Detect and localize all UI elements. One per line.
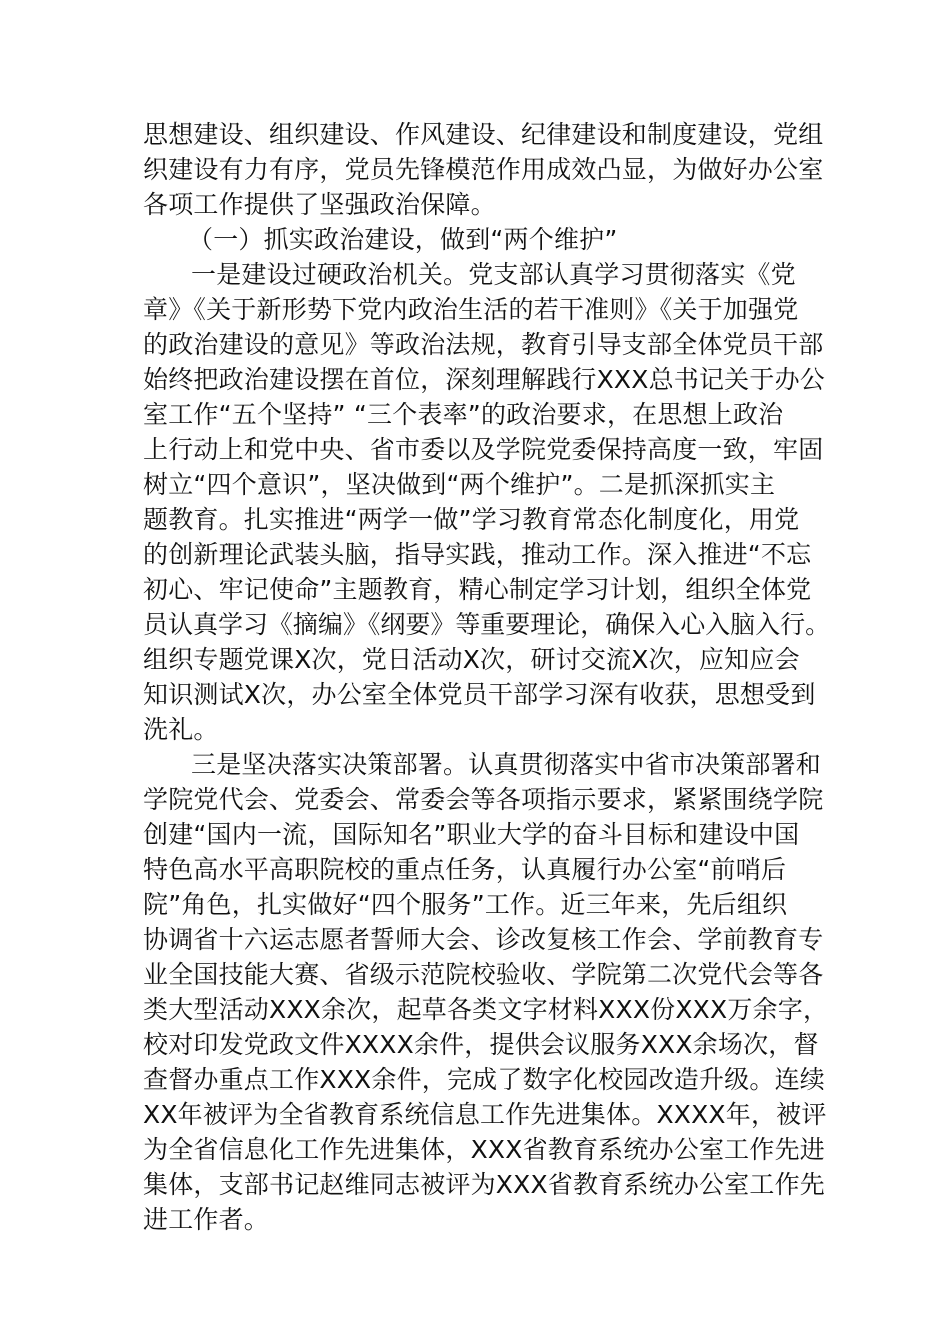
text-line: 查督办重点工作XXX余件，完成了数字化校园改造升级。连续 bbox=[143, 1065, 825, 1094]
text-line: 特色高水平高职院校的重点任务，认真履行办公室“前哨后 bbox=[143, 855, 787, 884]
text-line: 为全省信息化工作先进集体，XXX省教育系统办公室工作先进 bbox=[143, 1135, 825, 1164]
text-line: 织建设有力有序，党员先锋模范作用成效凸显，为做好办公室 bbox=[143, 155, 824, 184]
text-line: 类大型活动XXX余次，起草各类文字材料XXX份XXX万余字， bbox=[143, 995, 829, 1024]
text-line: 进工作者。 bbox=[143, 1205, 270, 1234]
text-line: 洗礼。 bbox=[143, 715, 219, 744]
section-heading: （一）抓实政治建设，做到“两个维护” bbox=[188, 225, 618, 254]
text-line: 集体，支部书记赵维同志被评为XXX省教育系统办公室工作先 bbox=[143, 1170, 825, 1199]
text-line: 上行动上和党中央、省市委以及学院党委保持高度一致，牢固 bbox=[143, 435, 824, 464]
text-line: 院”角色，扎实做好“四个服务”工作。近三年来，先后组织 bbox=[143, 890, 788, 919]
text-line: 始终把政治建设摆在首位，深刻理解践行XXX总书记关于办公 bbox=[143, 365, 825, 394]
text-line: 组织专题党课X次，党日活动X次，研讨交流X次，应知应会 bbox=[143, 645, 800, 674]
text-line: 协调省十六运志愿者誓师大会、诊改复核工作会、学前教育专 bbox=[143, 925, 824, 954]
text-line: 树立“四个意识”，坚决做到“两个维护”。二是抓深抓实主 bbox=[143, 470, 776, 499]
text-line: 员认真学习《摘编》《纲要》等重要理论，确保入心入脑入行。 bbox=[143, 610, 831, 639]
text-line: 创建“国内一流，国际知名”职业大学的奋斗目标和建设中国 bbox=[143, 820, 800, 849]
text-line: 各项工作提供了坚强政治保障。 bbox=[143, 190, 496, 219]
text-line: 的政治建设的意见》等政治法规，教育引导支部全体党员干部 bbox=[143, 330, 824, 359]
text-line: 章》《关于新形势下党内政治生活的若干准则》《关于加强党 bbox=[143, 295, 799, 324]
text-line: 初心、牢记使命”主题教育，精心制定学习计划，组织全体党 bbox=[143, 575, 812, 604]
text-line: 思想建设、组织建设、作风建设、纪律建设和制度建设，党组 bbox=[143, 120, 824, 149]
text-line: 校对印发党政文件XXXX余件，提供会议服务XXX余场次，督 bbox=[143, 1030, 819, 1059]
text-line: XX年被评为全省教育系统信息工作先进集体。XXXX年，被评 bbox=[143, 1100, 827, 1129]
text-line: 的创新理论武装头脑，指导实践，推动工作。深入推进“不忘 bbox=[143, 540, 812, 569]
text-line: 学院党代会、党委会、常委会等各项指示要求，紧紧围绕学院 bbox=[143, 785, 824, 814]
text-line: 知识测试X次，办公室全体党员干部学习深有收获，思想受到 bbox=[143, 680, 816, 709]
text-line: 题教育。扎实推进“两学一做”学习教育常态化制度化，用党 bbox=[143, 505, 800, 534]
text-line: 一是建设过硬政治机关。党支部认真学习贯彻落实《党 bbox=[191, 260, 796, 289]
text-line: 三是坚决落实决策部署。认真贯彻落实中省市决策部署和 bbox=[191, 750, 822, 779]
text-line: 室工作“五个坚持” “三个表率”的政治要求，在思想上政治 bbox=[143, 400, 784, 429]
text-line: 业全国技能大赛、省级示范院校验收、学院第二次党代会等各 bbox=[143, 960, 824, 989]
